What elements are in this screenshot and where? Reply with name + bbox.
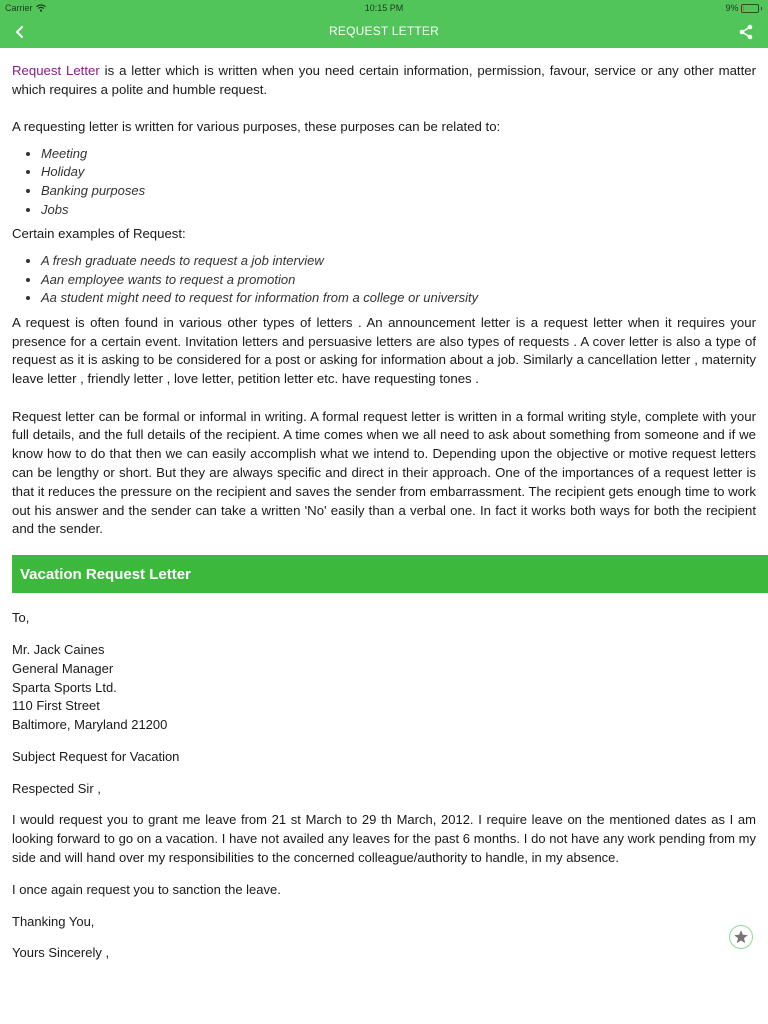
letter-to: To, — [12, 610, 30, 626]
battery-level-fill — [743, 6, 744, 11]
share-button[interactable] — [736, 22, 756, 42]
address-line: Sparta Sports Ltd. — [12, 679, 117, 695]
purposes-intro: A requesting letter is written for various purposes, these purposes can be related to: — [12, 119, 501, 135]
battery-tip — [761, 7, 763, 10]
battery-indicator — [725, 3, 762, 13]
section-header-vacation-request — [12, 555, 768, 593]
letter-salutation: Respected Sir , — [12, 780, 101, 796]
favorite-button[interactable] — [729, 925, 753, 949]
clock: 10:15 PM — [364, 3, 404, 13]
battery-icon — [741, 4, 759, 13]
request-letter-link[interactable]: Request Letter — [12, 63, 100, 78]
address-line: General Manager — [12, 660, 114, 676]
letter-closing-request: I once again request you to sanction the leave. — [12, 881, 281, 897]
examples-list — [12, 252, 756, 308]
intro-paragraph — [12, 62, 756, 100]
sample-letter — [0, 593, 768, 963]
carrier-label: Carrier — [5, 3, 33, 13]
letter-body: I would request you to grant me leave from 21 st March to 29 th March, 2012. I require leave on the mentioned dates as I am looking forward to go on a vacation. I have not availed any leaves for the past 6 months. I do not have any work pending from my side and will hand over my responsibilities to the concerned colleague/authority to handle, in my absence. — [12, 812, 756, 866]
status-bar — [0, 0, 768, 16]
list-item: • Holiday — [41, 163, 756, 182]
intro-text: is a letter which is written when you need certain information, permission, favour, service or any other matter which requires a polite and humble request. — [12, 63, 756, 97]
purposes-list — [12, 145, 756, 219]
share-icon — [736, 22, 756, 42]
address-line: Mr. Jack Caines — [12, 641, 105, 657]
address-line: Baltimore, Maryland 21200 — [12, 717, 168, 733]
examples-intro: Certain examples of Request: — [12, 226, 186, 242]
list-item: • Jobs — [41, 201, 756, 220]
letter-types-paragraph: A request is often found in various other types of letters . An announcement letter is a request letter when it requires your presence for a certain event. Invitation letters and persuasive letters are also types of requests . A cover letter is also a type of request as it is asking to be considered for a post or asking for information about a job. Similarly a cancellation letter , maternity leave letter , friendly letter , love letter, petition letter etc. have requesting tones . — [12, 314, 756, 387]
letter-subject: Subject Request for Vacation — [12, 748, 180, 764]
article-content — [0, 62, 768, 539]
list-item: • Aan employee wants to request a promotion — [41, 271, 756, 290]
top-bar — [0, 0, 768, 48]
navigation-bar — [0, 16, 768, 48]
page-title: REQUEST LETTER — [329, 24, 439, 38]
formal-informal-paragraph: Request letter can be formal or informal in writing. A formal request letter is written in a formal writing style, complete with your full details, and the full details of the recipient. A time comes when we all need to ask about something from someone and if we know how to do that then we can easily accomplish what we intend to. Depending upon the objective or motive request letters can be lengthy or short. But they are always specific and direct in their approach. One of the importances of a request letter is that it reduces the pressure on the recipient and saves the sender from embarrassment. The recipient gets enough time to work out his answer and the sender can take a written 'No' easily than a verbal one. In fact it works both ways for both the recipient and the sender. — [12, 408, 756, 537]
list-item: • Banking purposes — [41, 182, 756, 201]
star-icon — [733, 929, 749, 945]
section-title: Vacation Request Letter — [20, 565, 191, 583]
list-item: • Meeting — [41, 145, 756, 164]
list-item: • Aa student might need to request for information from a college or university — [41, 289, 756, 308]
list-item: • A fresh graduate needs to request a job interview — [41, 252, 756, 271]
letter-signoff: Yours Sincerely , — [12, 945, 110, 961]
battery-percent: 9% — [725, 3, 739, 13]
address-line: 110 First Street — [12, 698, 100, 714]
letter-thanks: Thanking You, — [12, 913, 95, 929]
